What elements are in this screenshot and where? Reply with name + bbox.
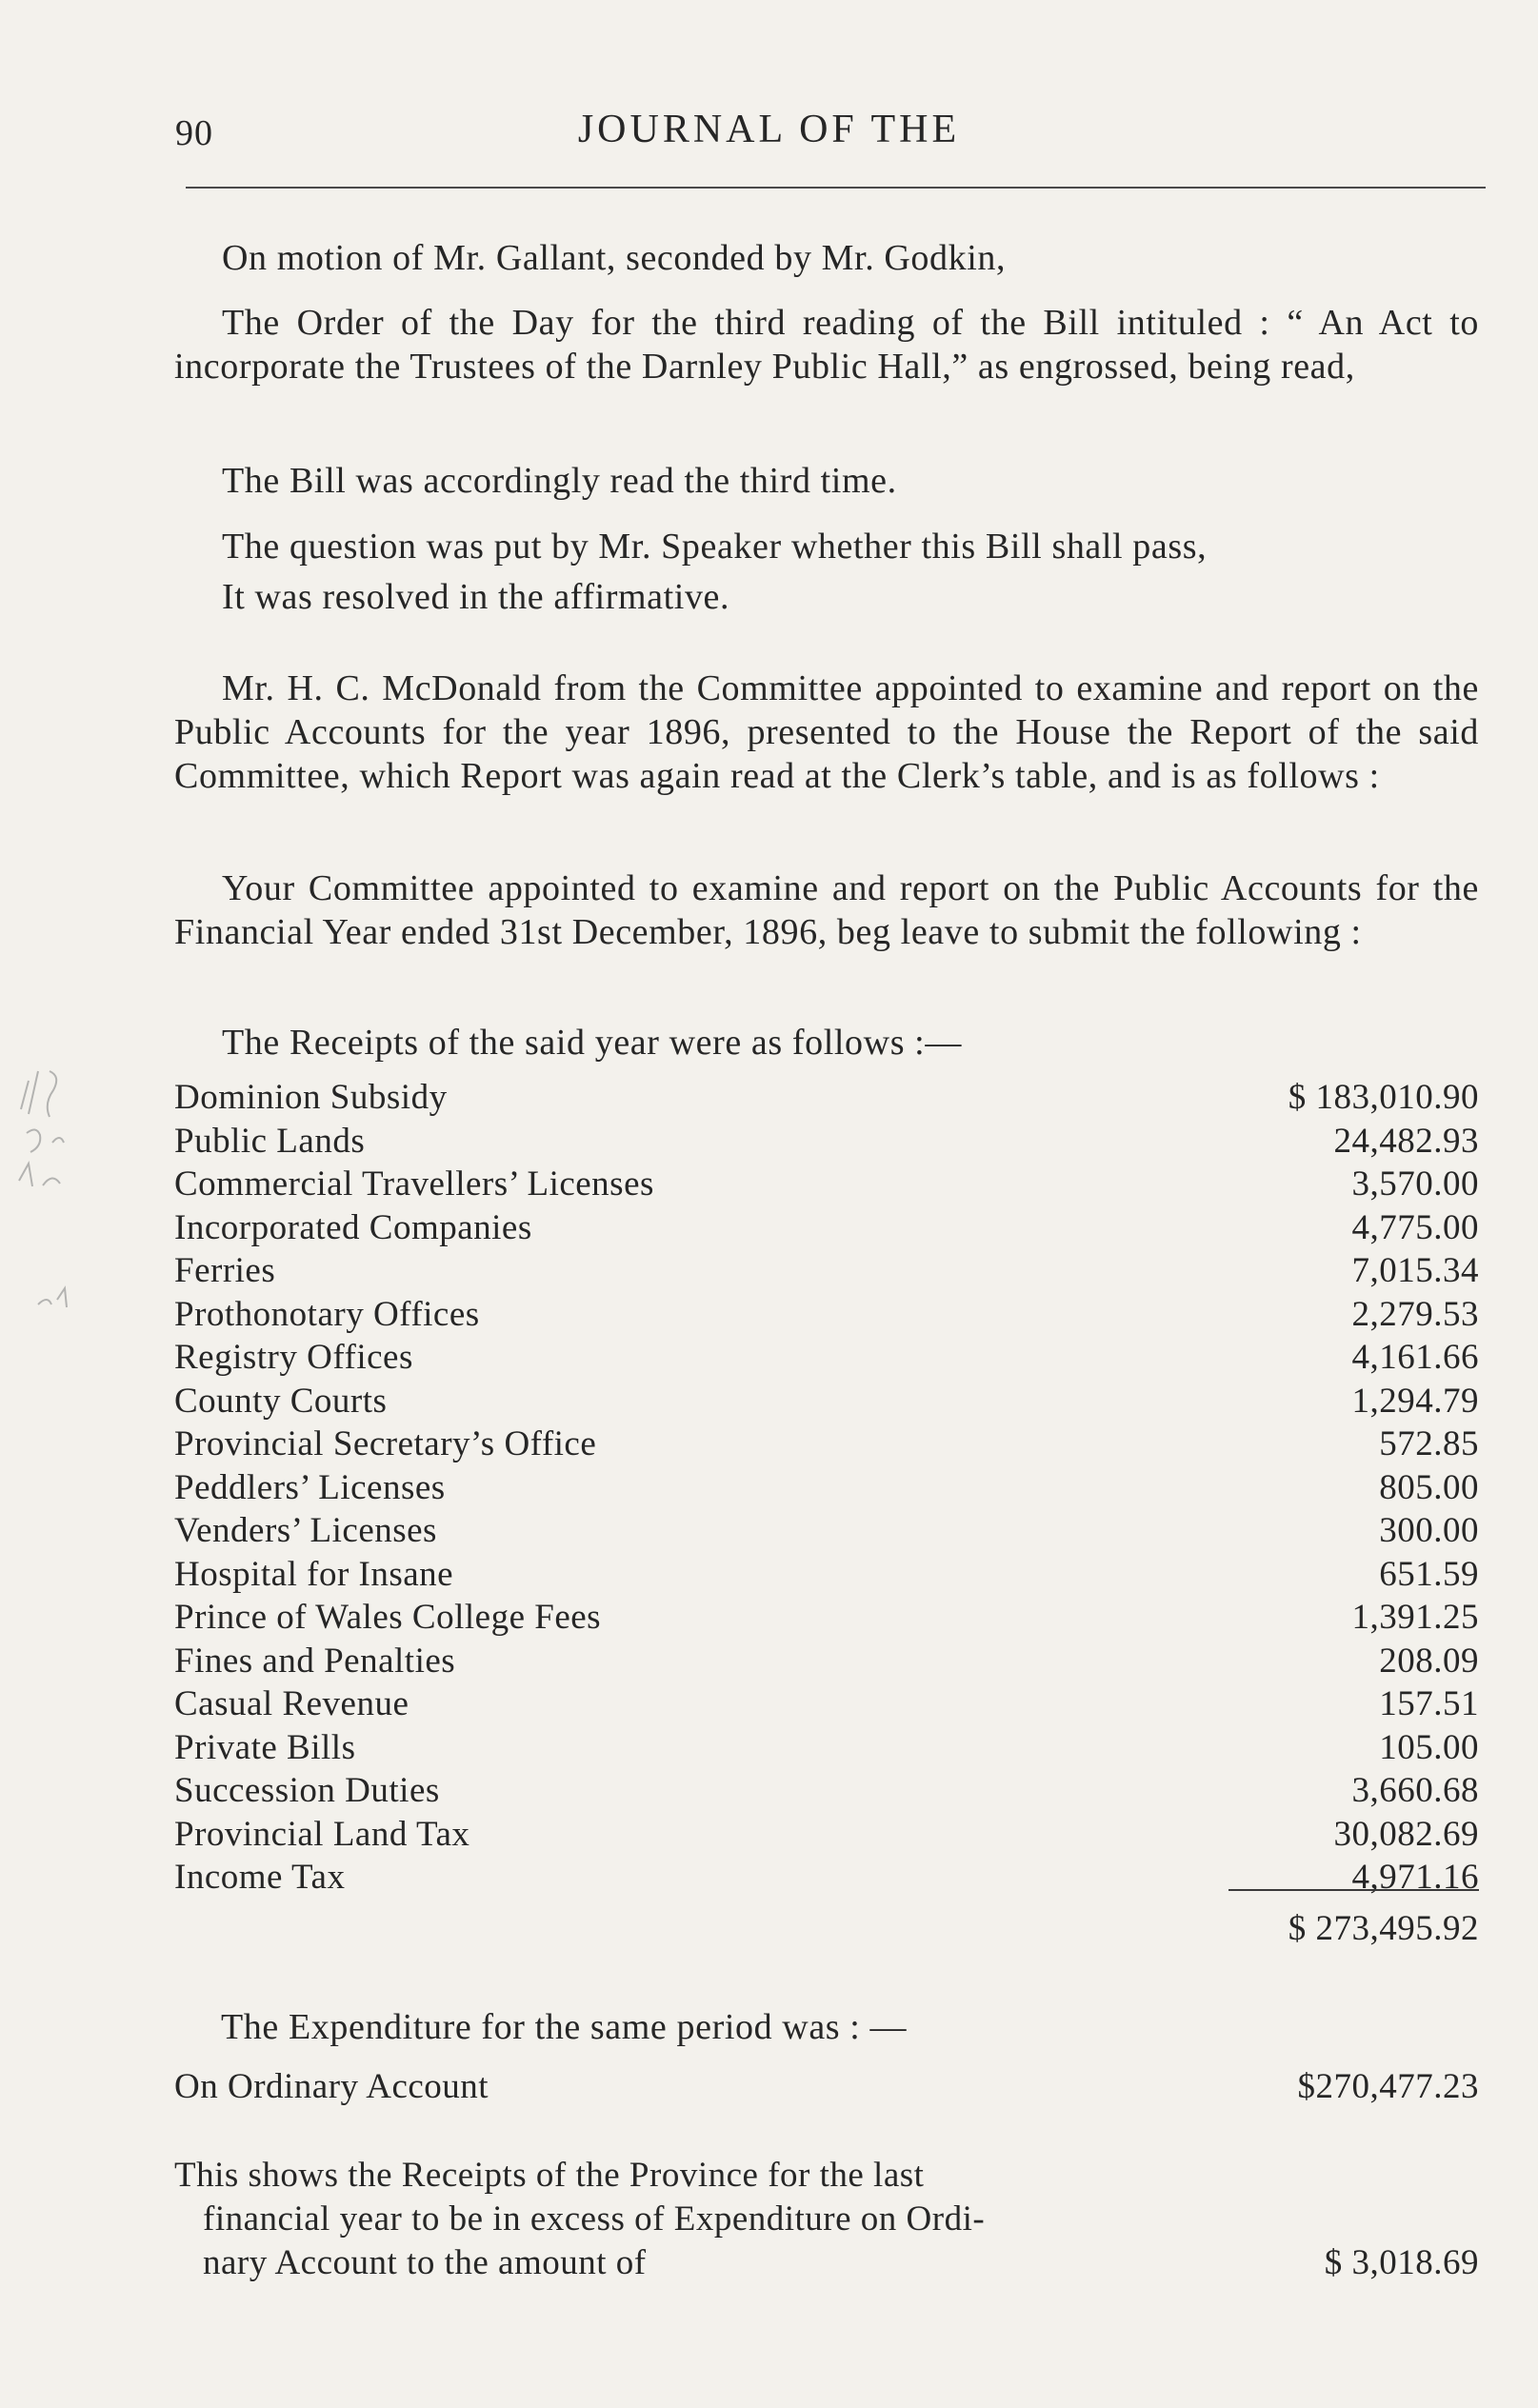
receipt-amount: 2,279.53 <box>1351 1294 1479 1334</box>
receipt-amount: 3,570.00 <box>1351 1164 1479 1204</box>
receipt-amount: 805.00 <box>1379 1467 1479 1507</box>
receipt-label: Fines and Penalties <box>174 1641 456 1681</box>
receipt-amount: 7,015.34 <box>1351 1251 1479 1290</box>
receipt-amount: 30,082.69 <box>1333 1814 1479 1854</box>
receipt-amount: 1,294.79 <box>1351 1381 1479 1421</box>
receipt-label: Ferries <box>174 1251 276 1290</box>
paragraph-question: The question was put by Mr. Speaker whether this Bill shall pass, <box>222 527 1208 567</box>
receipts-table <box>174 1076 1479 1900</box>
expenditure-amount: $270,477.23 <box>1297 2067 1479 2106</box>
paragraph-committee-report: Mr. H. C. McDonald from the Committee appointed to examine and report on the Public Accounts for the year 1896, presented to the House the Report of the said Committee, which Report was again read at the Clerk’s table, and is as follows : <box>174 668 1479 796</box>
receipt-amount: 1,391.25 <box>1351 1598 1479 1637</box>
conclusion-line-2: financial year to be in excess of Expenditure on Ordi- <box>203 2199 986 2239</box>
table-row <box>174 1249 1479 1293</box>
table-row <box>174 1726 1479 1770</box>
receipt-label: Private Bills <box>174 1727 356 1767</box>
paragraph-order-of-day: The Order of the Day for the third reading of the Bill intituled : “ An Act to incorporate the Trustees of the Darnley Public Hall,” as engrossed, being read, <box>174 303 1479 387</box>
receipt-amount: 105.00 <box>1379 1727 1479 1767</box>
receipt-amount: 300.00 <box>1379 1511 1479 1550</box>
receipt-label: Provincial Secretary’s Office <box>174 1424 597 1463</box>
receipt-amount: $ 183,010.90 <box>1288 1078 1479 1117</box>
receipt-label: Commercial Travellers’ Licenses <box>174 1164 654 1204</box>
table-row <box>174 1856 1479 1900</box>
table-row <box>174 1163 1479 1206</box>
receipt-label: Prince of Wales College Fees <box>174 1598 602 1637</box>
receipt-label: Venders’ Licenses <box>174 1511 437 1550</box>
running-title: JOURNAL OF THE <box>577 108 961 151</box>
table-row <box>174 1682 1479 1726</box>
table-row <box>174 1813 1479 1857</box>
receipt-label: Hospital for Insane <box>174 1554 454 1594</box>
receipt-amount: 4,971.16 <box>1351 1858 1479 1897</box>
receipt-label: Peddlers’ Licenses <box>174 1467 446 1507</box>
receipt-label: Dominion Subsidy <box>174 1078 448 1117</box>
receipt-amount: 3,660.68 <box>1351 1771 1479 1810</box>
receipt-amount: 4,775.00 <box>1351 1207 1479 1247</box>
paragraph-third-reading: The Bill was accordingly read the third time. <box>222 461 897 501</box>
handwritten-margin-notes <box>0 1057 171 1371</box>
table-row <box>174 1640 1479 1683</box>
receipt-amount: 208.09 <box>1379 1641 1479 1681</box>
table-row <box>174 1076 1479 1120</box>
receipt-amount: 4,161.66 <box>1351 1338 1479 1377</box>
receipt-label: Casual Revenue <box>174 1684 409 1723</box>
receipt-label: Succession Duties <box>174 1771 440 1810</box>
conclusion-line-3: nary Account to the amount of <box>203 2243 647 2282</box>
receipt-label: Prothonotary Offices <box>174 1294 480 1334</box>
receipt-label: County Courts <box>174 1381 388 1421</box>
header-rule <box>186 187 1486 189</box>
table-row <box>174 1120 1479 1164</box>
receipts-total: $ 273,495.92 <box>1288 1909 1479 1948</box>
conclusion-line-1: This shows the Receipts of the Province for the last <box>174 2156 925 2195</box>
receipt-label: Registry Offices <box>174 1338 413 1377</box>
receipt-label: Incorporated Companies <box>174 1207 532 1247</box>
receipt-label: Income Tax <box>174 1858 346 1897</box>
expenditure-row <box>174 2066 1479 2107</box>
receipt-amount: 651.59 <box>1379 1554 1479 1594</box>
table-row <box>174 1769 1479 1813</box>
table-row <box>174 1206 1479 1250</box>
receipt-amount: 24,482.93 <box>1333 1121 1479 1161</box>
expenditure-heading: The Expenditure for the same period was : — <box>221 2007 908 2047</box>
table-row <box>174 1509 1479 1553</box>
receipt-amount: 157.51 <box>1379 1684 1479 1723</box>
receipt-label: Public Lands <box>174 1121 366 1161</box>
table-row <box>174 1380 1479 1423</box>
paragraph-resolved: It was resolved in the affirmative. <box>222 577 730 617</box>
sum-rule <box>1228 1889 1479 1891</box>
receipt-label: Provincial Land Tax <box>174 1814 470 1854</box>
page-number: 90 <box>175 113 213 153</box>
table-row <box>174 1336 1479 1380</box>
receipt-amount: 572.85 <box>1379 1424 1479 1463</box>
paragraph-motion: On motion of Mr. Gallant, seconded by Mr. Godkin, <box>222 238 1007 278</box>
expenditure-label: On Ordinary Account <box>174 2067 489 2106</box>
table-row <box>174 1423 1479 1466</box>
paragraph-receipts-intro: The Receipts of the said year were as follows :— <box>222 1023 962 1063</box>
table-row <box>174 1596 1479 1640</box>
table-row <box>174 1293 1479 1337</box>
paragraph-committee-submit: Your Committee appointed to examine and report on the Public Accounts for the Financial Year ended 31st December, 1896, beg leave to submit the following : <box>174 868 1479 952</box>
table-row <box>174 1553 1479 1597</box>
conclusion-amount: $ 3,018.69 <box>1324 2243 1479 2282</box>
conclusion <box>174 2154 1479 2285</box>
table-row <box>174 1466 1479 1510</box>
